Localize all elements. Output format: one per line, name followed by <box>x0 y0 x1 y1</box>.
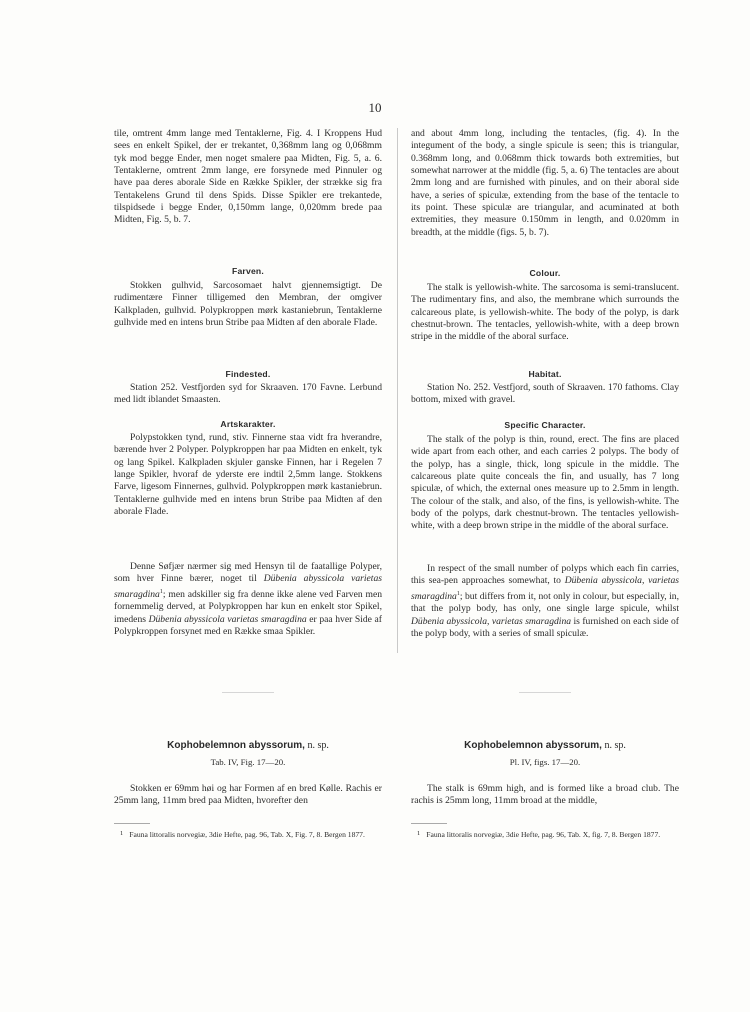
left-comparison-mid: ; men adskiller sig fra denne ikke alene ved Farven men fornemmelig derved, at Polypkroppen har kun en enkelt stor Spikel, imedens <box>114 588 382 625</box>
right-comparison-block <box>411 563 679 640</box>
left-footnote-text: Fauna littoralis norvegiæ, 3die Hefte, pag. 96, Tab. X, Fig. 7, 8. Bergen 1877. <box>129 830 365 839</box>
left-character-paragraph: Polypstokken tynd, rund, stiv. Finnerne staa vidt fra hverandre, bærende hver 2 Polyper. Polypkroppen har paa Midten en enkelt, tyk og lang Spikel. Kalkpladen skjuler ganske Finnen, har i Regelen 7 lange Spikler, hvoraf de yderste ere indtil 2,5mm lange. Stokkens Farve, ligesom Finnernes, gulhvid. Polypkroppen mørk kastaniebrun. Tentaklerne gulhvide med en intens brun Stribe paa Midten af den aborale Flade. <box>114 432 382 518</box>
left-intro-paragraph: tile, omtrent 4mm lange med Tentaklerne, Fig. 4. I Kroppens Hud sees en enkelt Spikel, der er trekantet, 0,368mm lang og 0,068mm tyk mod begge Ender, men noget smalere paa Midten, Fig. 5, a. 6. Tentaklerne, omtrent 2mm lange, ere forsynede med Pinnuler og have paa deres aborale Side en Række Spikler, der strække sig fra Tentakelens Grund til dens Spids. Disse Spikler ere trekantede, tilspidsede i begge Ender, 0,150mm lange, 0,020mm brede paa Midten, Fig. 5, b. 7. <box>114 128 382 226</box>
left-closing-block <box>114 783 382 808</box>
right-comparison-mid: ; but differs from it, not only in colour, but especially, in, that the polyp body, has only, one single large spicule, whilst <box>411 590 679 615</box>
left-intro-block <box>114 128 382 227</box>
right-title-suffix: n. sp. <box>601 740 626 751</box>
right-colour-paragraph: The stalk is yellowish-white. The sarcosoma is semi-translucent. The rudimentary fins, and also, the membrane which surrounds the calcareous plate, is yellowish-white. The body of the polyp, is dark chestnut-brown. The tentacles, yellowish-white, with a deep brown stripe in the middle of the aboral surface. <box>411 282 679 343</box>
right-heading-habitat: Habitat. <box>528 369 562 379</box>
left-species-name-2: Dübenia abyssicola varietas smaragdina <box>148 613 307 625</box>
right-heading-character: Specific Character. <box>504 420 586 430</box>
right-heading-colour: Colour. <box>529 268 561 278</box>
left-heading-colour: Farven. <box>232 266 264 276</box>
left-heading-character: Artskarakter. <box>220 419 276 429</box>
left-footnote <box>114 829 382 840</box>
right-footnote-text: Fauna littoralis norvegiæ, 3die Hefte, pag. 96, Tab. X, fig. 7, 8. Bergen 1877. <box>426 830 661 839</box>
right-comparison-post: is furnished on each side of the polyp body, with a series of small spiculæ. <box>411 615 679 639</box>
right-species-title <box>411 740 679 751</box>
left-footnote-rule <box>114 823 150 824</box>
right-habitat-block <box>411 382 679 407</box>
right-colour-block <box>411 282 679 344</box>
right-species-name-1: Dübenia abyssicola, varietas smaragdina <box>411 575 679 602</box>
right-section-rule <box>519 692 571 693</box>
right-habitat-paragraph: Station No. 252. Vestfjord, south of Skraaven. 170 fathoms. Clay bottom, mixed with gravel. <box>411 382 679 406</box>
right-footnote-mark: 1 <box>417 830 421 837</box>
right-title-name: Kophobelemnon abyssorum, <box>464 740 602 751</box>
right-closing-block <box>411 783 679 808</box>
left-title-name: Kophobelemnon abyssorum, <box>167 740 305 751</box>
left-comparison-pre: Denne Søfjær nærmer sig med Hensyn til de faatallige Polyper, som hver Finne bærer, noget til <box>114 561 382 585</box>
left-section-rule <box>222 692 274 693</box>
left-colour-paragraph: Stokken gulhvid, Sarcosomaet halvt gjennemsigtigt. De rudimentære Finner tilligemed den Membran, der omgiver Kalkpladen, gulhvid. Polypkroppen mørk kastaniebrun, Tentaklerne gulhvide med en intens brun Stribe paa Midten af den aborale Flade. <box>114 280 382 329</box>
right-intro-block <box>411 128 679 239</box>
left-species-name-1: Dübenia abyssicola varietas smaragdina <box>114 573 383 600</box>
right-character-block <box>411 434 679 533</box>
left-closing-paragraph: Stokken er 69mm høi og har Formen af en bred Kølle. Rachis er 25mm lang, 11mm bred paa Midten, hvorefter den <box>114 783 382 807</box>
left-plate-reference: Tab. IV, Fig. 17—20. <box>210 757 286 767</box>
column-divider <box>397 128 398 653</box>
right-plate-reference: Pl. IV, figs. 17—20. <box>509 757 581 767</box>
left-comparison-post: er paa hver Side af Polypkroppen forsynet med en Række smaa Spikler. <box>114 613 382 637</box>
left-habitat-block <box>114 382 382 407</box>
left-colour-block <box>114 280 382 329</box>
left-species-title <box>114 740 382 751</box>
left-habitat-paragraph: Station 252. Vestfjorden syd for Skraaven. 170 Favne. Lerbund med lidt iblandet Smaasten. <box>114 382 382 406</box>
right-intro-paragraph: and about 4mm long, including the tentacles, (fig. 4). In the integument of the body, a single spicule is seen; this is triangular, 0.368mm long, and 0.068mm thick towards both extremities, but somewhat narrower at the middle (fig. 5, a. 6) The tentacles are about 2mm long and are furnished with pinules, and on their aboral side have, a series of spiculæ, extending from the base of the tentacle to its point. These spiculæ are triangular, and acuminated at both extremities, they measure 0.150mm in length, and 0.020mm in breadth, at the middle (figs. 5, b. 7). <box>411 128 679 238</box>
left-footnote-ref: 1 <box>159 588 163 595</box>
right-footnote-rule <box>411 823 447 824</box>
right-closing-paragraph: The stalk is 69mm high, and is formed like a broad club. The rachis is 25mm long, 11mm broad at the middle, <box>411 783 679 807</box>
left-heading-habitat: Findested. <box>225 369 271 379</box>
right-species-name-2: Dübenia abyssicola, varietas smaragdina <box>411 615 572 627</box>
right-comparison-paragraph <box>411 563 679 640</box>
right-character-paragraph: The stalk of the polyp is thin, round, erect. The fins are placed wide apart from each other, and each carries 2 polyps. The body of the polyp, has a single, thick, long spicule in the middle. The calcareous plate quite conceals the fin, and usually, has 7 long spiculæ, of which, the external ones measure up to 2.5mm in length. The colour of the stalk, and also, of the fins, is yellowish-white. The body of the polyps, dark chestnut-brown. The tentacles yellowish-white, with a deep brown stripe in the middle of the aboral surface. <box>411 434 679 532</box>
left-comparison-block <box>114 561 382 638</box>
right-comparison-pre: In respect of the small number of polyps which each fin carries, this sea-pen approaches somewhat, to <box>411 563 679 587</box>
left-character-block <box>114 432 382 518</box>
left-footnote-mark: 1 <box>120 830 124 837</box>
left-title-suffix: n. sp. <box>304 740 329 751</box>
right-footnote-ref: 1 <box>456 590 460 597</box>
page-number: 10 <box>368 100 382 115</box>
right-footnote <box>411 829 679 840</box>
left-comparison-paragraph <box>114 561 382 638</box>
